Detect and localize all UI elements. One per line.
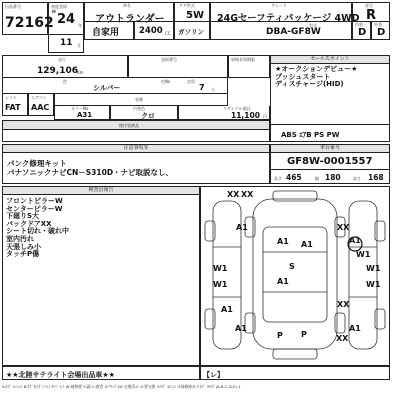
footer-banner: ★★北陸サテライト会場出品車★★ [6, 371, 115, 379]
diagram-mark: A1 [301, 240, 313, 249]
diagram-mark: W1 [366, 264, 381, 273]
score-value: R [366, 8, 377, 23]
frame-box [270, 144, 390, 184]
model-cell [210, 22, 352, 40]
inspector-note: 下廻りS大 [6, 212, 40, 221]
tag-cell [200, 366, 390, 380]
color-label: 色 [63, 79, 67, 84]
year-cell [48, 2, 84, 35]
year-era: H [52, 10, 56, 15]
diagram-mark: XX [337, 300, 350, 309]
registration-label: 登録番号 [161, 57, 177, 62]
inspector-note: 天張しみ小 [6, 242, 41, 251]
interior-color-value: クロ [141, 112, 155, 120]
diagram-mark: XX [337, 223, 350, 232]
inspector-note: バックドアXX [6, 219, 52, 228]
use-type: 自家用 [92, 28, 120, 38]
equipment-cell [270, 124, 390, 142]
aircon-label: エアコン [31, 95, 47, 100]
fuel-cell [174, 22, 210, 40]
length-label: 長さ [274, 176, 282, 181]
notes-box [2, 144, 270, 184]
diagram-mark: XX [336, 334, 349, 343]
interior-grade: D [358, 27, 367, 38]
aircon-value: AAC [31, 103, 50, 112]
displacement-cell [134, 22, 174, 40]
height-value: 168 [368, 173, 384, 182]
color-value: シルバー [93, 84, 121, 92]
seat-unit: 人 [211, 87, 215, 92]
footer-banner-cell [2, 366, 200, 380]
diagram-mark: A1 [221, 305, 233, 314]
lot-number: 72162 [5, 15, 54, 31]
diagram-mark: W1 [213, 264, 228, 273]
car-damage-diagram [201, 187, 389, 365]
notes-list [7, 159, 173, 177]
inspector-note: センターピラーW [6, 204, 63, 213]
mileage-label: 走行 [58, 57, 66, 62]
inspection-label: 車検有効期限 [231, 57, 255, 62]
inspector-note: シート切れ・破れ中 [6, 227, 69, 236]
diagram-mark: W1 [366, 280, 381, 289]
shift-label: シフト [5, 95, 17, 100]
diagram-mark: A1 [236, 223, 248, 232]
doors-value: 5W [186, 10, 204, 21]
model-label: 型式 [309, 23, 317, 28]
length-value: 465 [286, 173, 302, 182]
diagram-mark: XX [241, 190, 254, 199]
equipment-value: ABS ｴｱB PS PW [281, 131, 340, 139]
sales-point-item: プッシュスタート [275, 72, 331, 81]
sales-point-header: セールスポイント [271, 56, 389, 64]
inspector-note: タッチP傷 [6, 250, 40, 259]
car-name-cell [84, 2, 174, 25]
frame-number: GF8W-0001557 [287, 156, 373, 167]
diagram-mark: A1 [235, 324, 247, 333]
diagram-mark: W1 [213, 280, 228, 289]
cc-unit: CC [165, 31, 171, 36]
shift-cell [2, 94, 28, 116]
diagram-mark: A1 [277, 277, 289, 286]
diagram-mark: A1 [349, 324, 361, 333]
doors-label: ドア形式 [179, 3, 195, 8]
diagram-mark: P [301, 330, 307, 339]
mileage-value: 129,106 [37, 66, 78, 76]
grade-value: 24Gセーフティパッケージ 4WD [217, 13, 360, 24]
car-name-label: 車名 [123, 3, 131, 8]
year-label: 初度登録 [51, 4, 67, 9]
lot-number-cell [2, 2, 54, 35]
inspector-notes-list [6, 198, 69, 259]
month-unit: 月 [77, 43, 81, 48]
registration-cell [128, 55, 228, 78]
notes-header: 注意事項等 [3, 145, 269, 153]
inspector-note: フロントピラーW [6, 197, 63, 205]
seats-value: 7 [199, 83, 205, 92]
color-no-label: 色No [161, 79, 171, 84]
mileage-cell [2, 55, 128, 78]
width-label: 幅 [315, 176, 319, 181]
width-value: 180 [325, 173, 341, 182]
equipment-label: 装備 [135, 97, 143, 102]
sales-point-list [275, 66, 357, 89]
exterior-label: 外装 [374, 22, 382, 27]
year-value: 24 [57, 12, 76, 27]
interior-label: 内装 [355, 22, 363, 27]
diagram-mark: XX [227, 190, 240, 199]
color-cell [2, 78, 228, 94]
lot-label: 出品番号 [5, 4, 21, 9]
month-value: 11 [60, 38, 73, 48]
use-type-cell [84, 22, 134, 40]
displacement-value: 2400 [139, 26, 163, 36]
recycle-fee: 11,100 [231, 111, 260, 120]
diagram-mark: W1 [356, 250, 371, 259]
inspector-notes-header: 検査員報告 [3, 187, 199, 195]
shift-value: FAT [5, 103, 21, 112]
color-code-value: A31 [77, 111, 93, 119]
frame-header: 車台番号 [271, 145, 389, 153]
height-label: 高さ [353, 176, 361, 181]
recycle-label: リサイクル預託 [223, 106, 251, 111]
interior-color-label: 内装色 [133, 106, 145, 111]
note-item: パンク修理キット [7, 159, 67, 168]
exterior-grade: D [377, 27, 386, 38]
diagram-mark: A1 [349, 236, 361, 245]
interior-color-cell [110, 106, 178, 120]
color-code-label: カラーNo [71, 106, 89, 111]
equipment-labels-cell [54, 94, 228, 106]
interior-grade-cell [352, 22, 371, 40]
tag-label: 【レ】 [203, 371, 224, 379]
seats-label: 定員 [187, 79, 195, 84]
note-item: パナソニックナビCN－S310D・ナビ取説なし、 [7, 168, 174, 177]
sales-point-item: ディスチャージ(HID) [275, 80, 344, 89]
inspection-cell [228, 55, 270, 78]
grade-cell [210, 2, 360, 24]
inspector-notes-box [2, 186, 200, 366]
km-unit: Km [77, 70, 84, 75]
after-market-label: 後付装備品 [119, 123, 139, 128]
exterior-grade-cell [371, 22, 390, 40]
month-cell [48, 35, 84, 53]
legend-text: A:ｷｽﾞ U:ﾍｺﾐ B:ｷｽﾞを伴うﾍｺﾐ P:ﾍﾟｲﾝﾄ W:補修歴 S:錆 C:腐食 X:ｸﾗｯｸ XX:交換済み X:要交換 ①ｷｽﾞ ②ﾍｺﾐ ③補修跡ありｷｽﾞ ④ｷｽﾞ(A-B-C-D-E) 1 [2, 384, 241, 389]
after-market-cell [2, 130, 270, 142]
diagram-mark: P [277, 331, 283, 340]
inspector-note: 室内汚れ [6, 234, 34, 243]
sales-point-item: ★オークションデビュー★ [275, 65, 358, 73]
score-cell [352, 2, 390, 22]
yen-unit: 円 [263, 114, 267, 119]
fuel-value: ガソリン [178, 28, 204, 36]
recycle-cell [178, 106, 270, 120]
year-unit: 年 [78, 23, 82, 28]
grade-label: グレード [271, 3, 287, 8]
damage-diagram-box [200, 186, 390, 366]
model-value: DBA-GF8W [266, 27, 321, 37]
diagram-mark: S [289, 262, 295, 271]
color-code-cell [54, 106, 110, 120]
car-name: アウトランダー [95, 14, 165, 25]
score-label: 評点 [365, 3, 373, 8]
after-market-header [2, 120, 270, 130]
diagram-mark: A1 [277, 237, 289, 246]
doors-cell [174, 2, 210, 22]
aircon-cell [28, 94, 54, 116]
